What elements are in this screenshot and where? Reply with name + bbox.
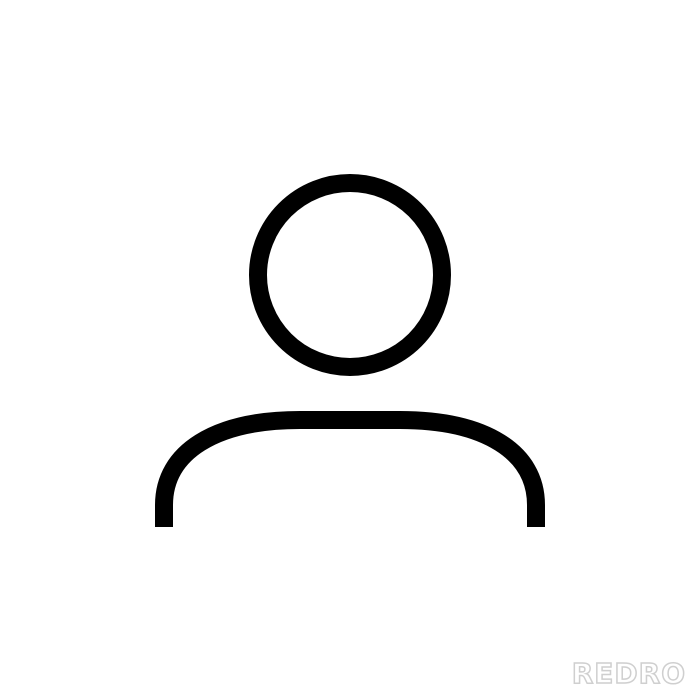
user-head-icon bbox=[258, 183, 442, 367]
watermark-logo: REDRO bbox=[571, 657, 686, 690]
user-shoulders-icon bbox=[164, 420, 536, 527]
